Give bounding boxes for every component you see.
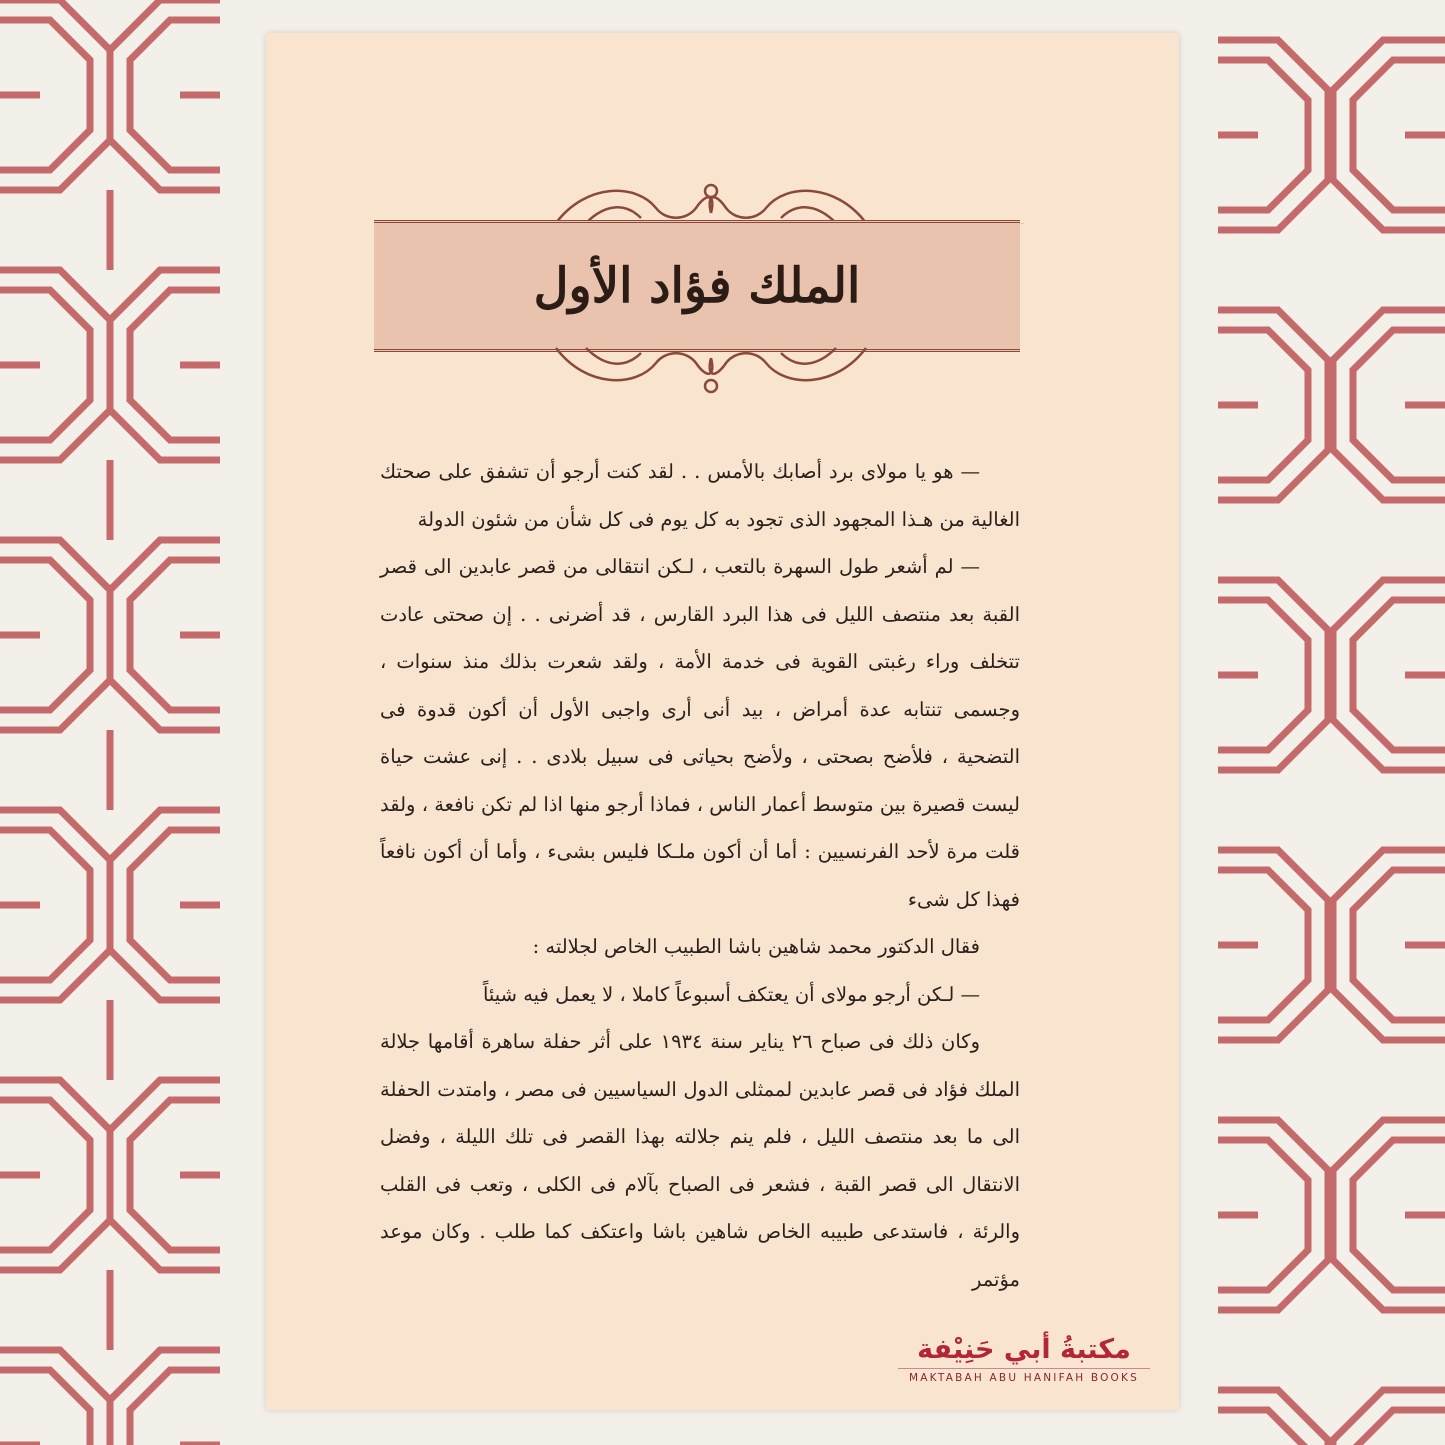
brand-logo: [898, 1332, 1150, 1392]
chapter-title: الملك فؤاد الأول: [533, 258, 861, 314]
book-page: [266, 33, 1179, 1410]
paragraph: — هو يا مولاى برد أصابك بالأمس . . لقد كنت أرجو أن تشفق على صحتك الغالية من هـذا المجهود الذى تجود به كل يوم فى كل شأن من شئون الدولة: [380, 460, 1020, 531]
ornament-bottom-icon: [546, 338, 876, 403]
chapter-title-band: [374, 220, 1020, 352]
paragraph: فقال الدكتور محمد شاهين باشا الطبيب الخاص لجلالته :: [532, 935, 980, 958]
brand-name-arabic: مكتبةُ أبي حَنِيْفة: [917, 1334, 1131, 1365]
page-body: [380, 448, 1020, 1303]
right-geometric-pattern: [1218, 0, 1445, 1445]
paragraph: وكان ذلك فى صباح ٢٦ يناير سنة ١٩٣٤ على أثر حفلة ساهرة أقامها جلالة الملك فؤاد فى قصر عابدين لممثلى الدول السياسيين فى مصر ، وامتدت الحفلة الى ما بعد منتصف الليل ، فلم ينم جلالته بهذا القصر فى تلك الليلة ، وفضل الانتقال الى قصر القبة ، فشعر فى الصباح بآلام فى الكلى ، وتعب فى القلب والرئة ، فاستدعى طبيبه الخاص شاهين باشا واعتكف كما طلب . وكان موعد مؤتمر: [380, 1030, 1020, 1291]
brand-name-english: MAKTABAH ABU HANIFAH BOOKS: [898, 1368, 1150, 1384]
left-geometric-pattern: [0, 0, 220, 1445]
paragraph: — لم أشعر طول السهرة بالتعب ، لـكن انتقالى من قصر عابدين الى قصر القبة بعد منتصف الليل فى هذا البرد القارس ، قد أضرنى . . إن صحتى عادت تتخلف وراء رغبتى القوية فى خدمة الأمة ، ولقد شعرت بذلك منذ سنوات ، وجسمى تنتابه عدة أمراض ، بيد أنى أرى واجبى الأول أن أكون قدوة فى التضحية ، فلأضح بصحتى ، ولأضح بحياتى فى سبيل بلادى . . إنى عشت حياة ليست قصيرة بين متوسط أعمار الناس ، فماذا أرجو منها اذا لم تكن نافعة ، ولقد قلت مرة لأحد الفرنسيين : أما أن أكون ملـكا فليس بشىء ، وأما أن أكون نافعاً فهذا كل شىء: [380, 555, 1020, 911]
paragraph: — لـكن أرجو مولاى أن يعتكف أسبوعاً كاملا ، لا يعمل فيه شيئاً: [482, 982, 980, 1006]
